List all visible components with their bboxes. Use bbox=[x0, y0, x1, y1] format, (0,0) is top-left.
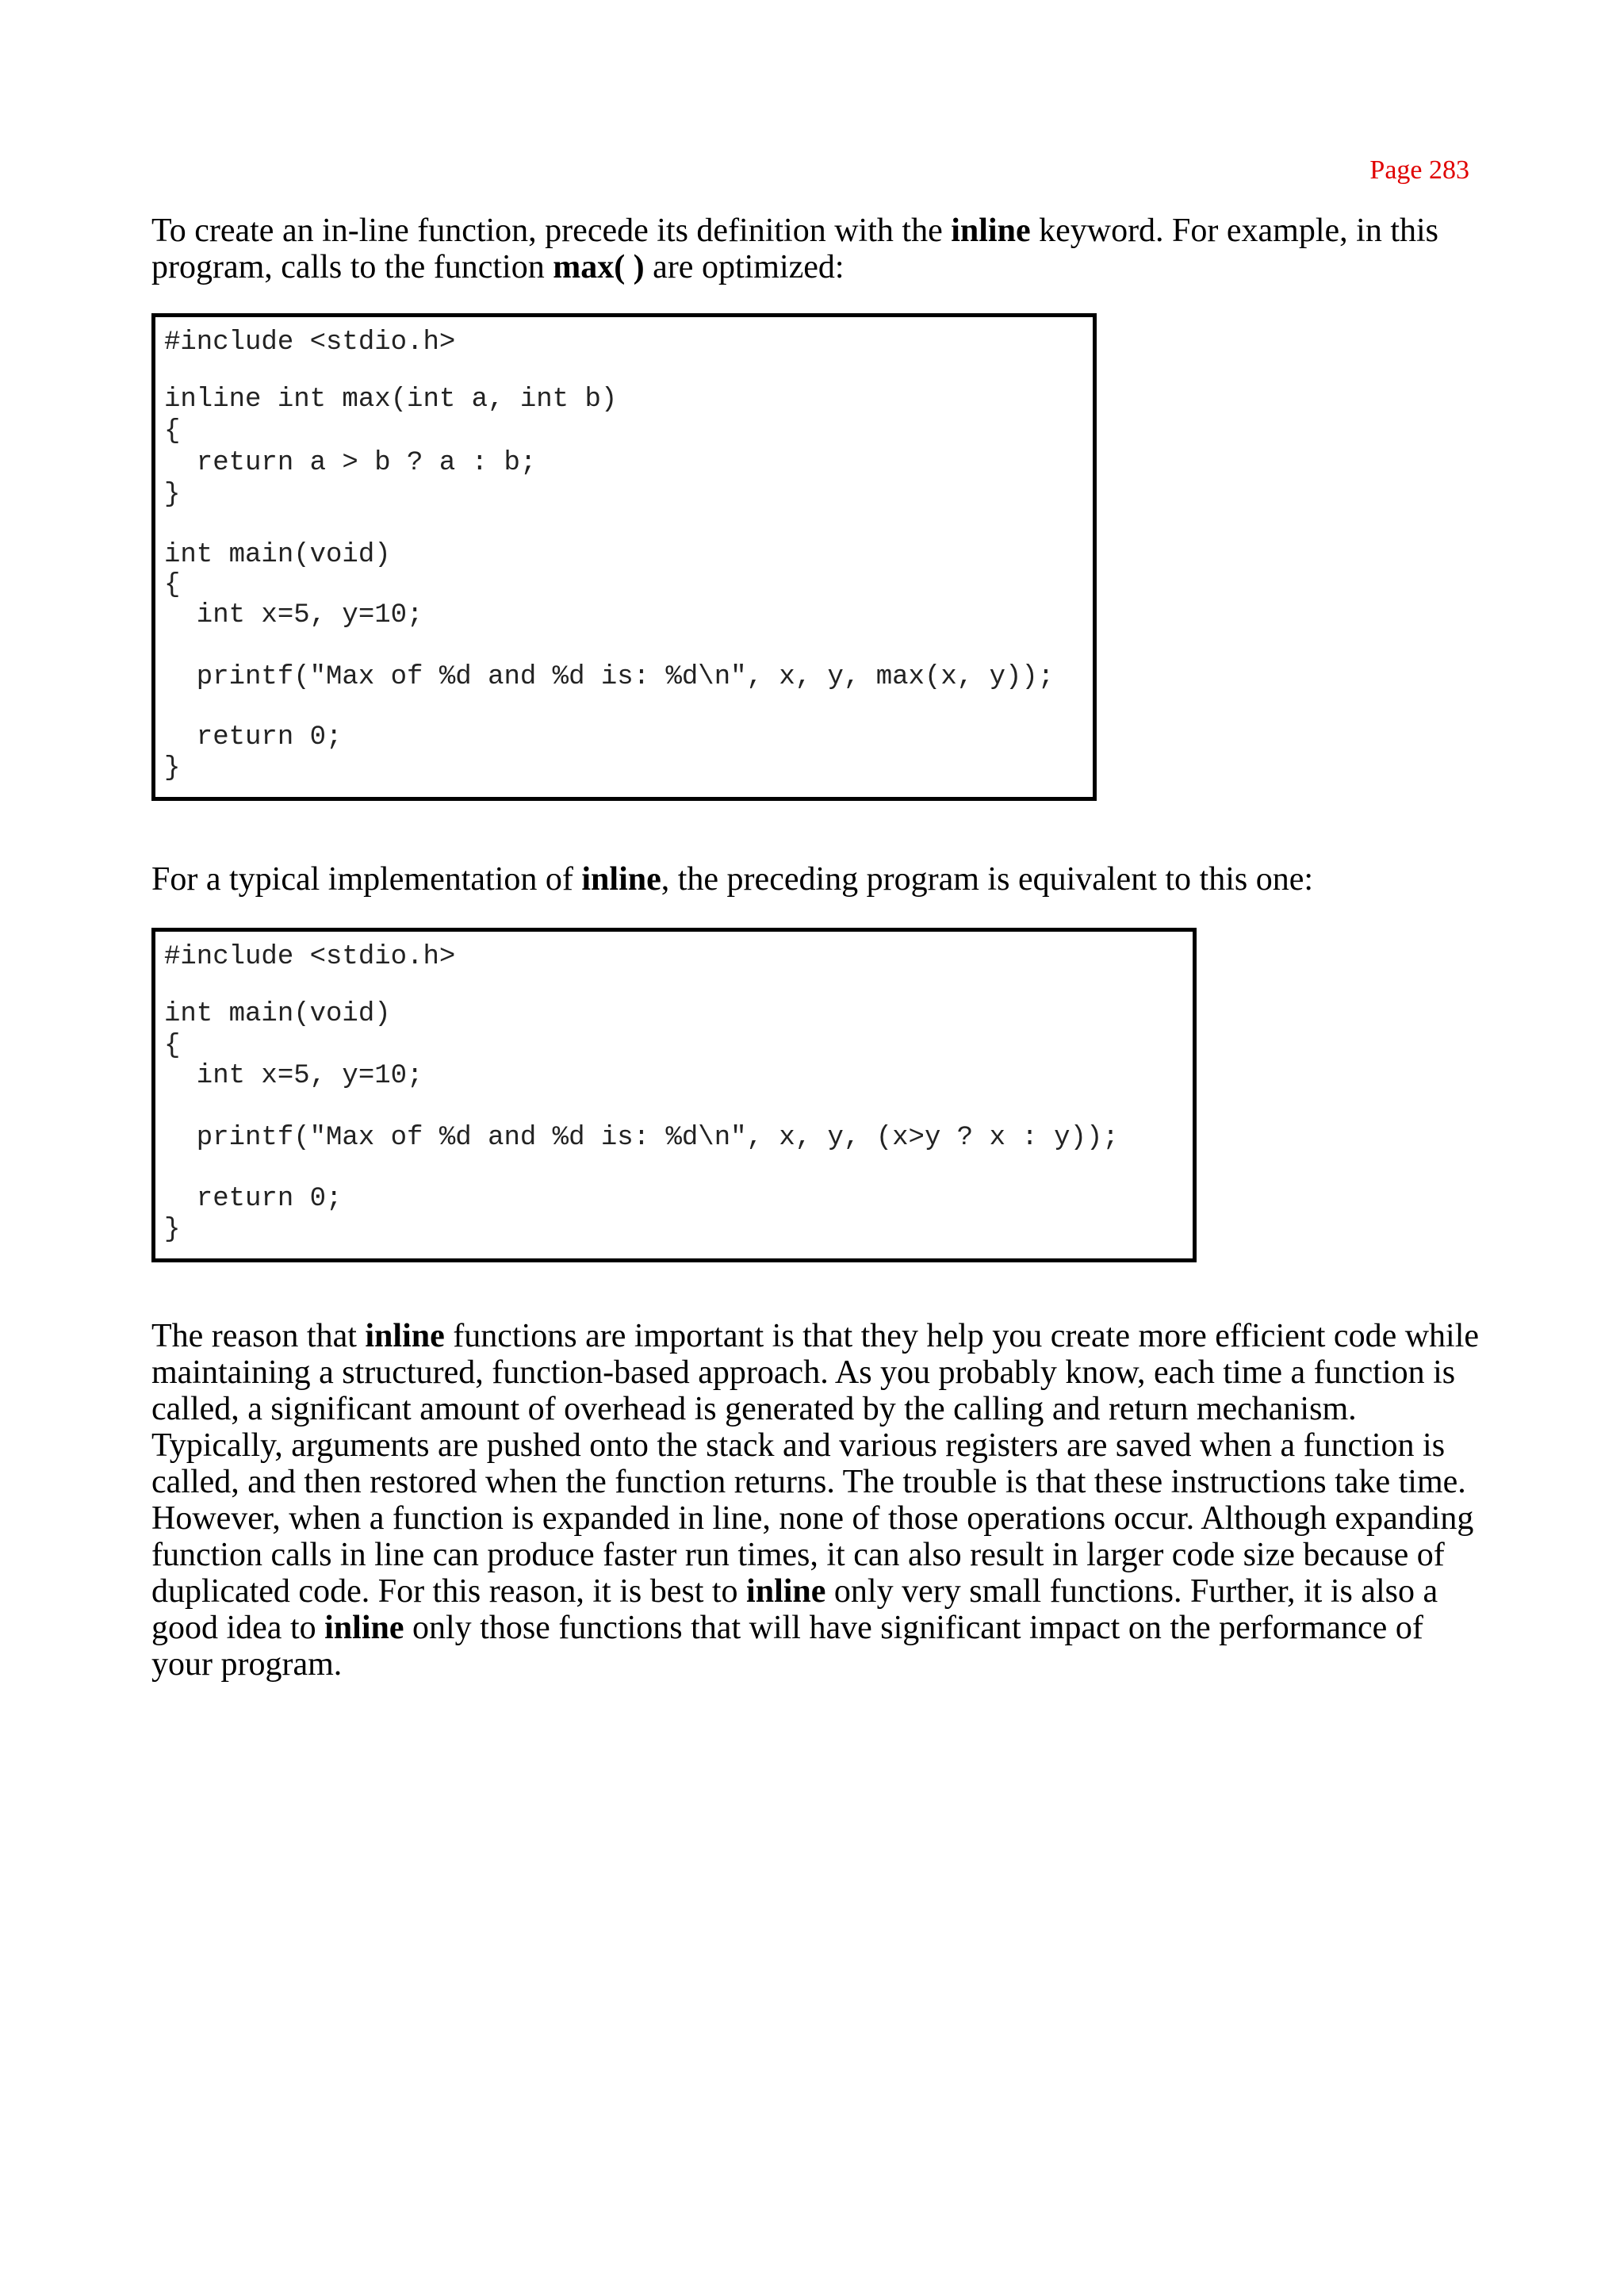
code-line: return a > b ? a : b; bbox=[164, 448, 537, 478]
closing-text-4: only those functions that will have significant impact on the performance of your program. bbox=[151, 1610, 1423, 1683]
code-line: } bbox=[164, 753, 181, 783]
closing-text-1: The reason that bbox=[151, 1318, 366, 1354]
intro-text-2: keyword. For example, in this program, calls to the function bbox=[151, 213, 1439, 285]
code-line: { bbox=[164, 416, 181, 446]
middle-keyword-inline: inline bbox=[581, 861, 661, 898]
middle-text-1: For a typical implementation of bbox=[151, 861, 582, 898]
code-line: int main(void) bbox=[164, 540, 391, 570]
code-line: } bbox=[164, 480, 181, 510]
page-number: Page 283 bbox=[1369, 155, 1469, 185]
closing-keyword-inline-1: inline bbox=[365, 1318, 445, 1354]
code-line: printf("Max of %d and %d is: %d\n", x, y, max(x, y)); bbox=[164, 662, 1055, 692]
code-line: return 0; bbox=[164, 722, 343, 753]
closing-keyword-inline-2: inline bbox=[746, 1573, 826, 1610]
code-block-inline-example bbox=[151, 313, 1097, 801]
code-line: #include <stdio.h> bbox=[164, 942, 456, 972]
intro-keyword-inline: inline bbox=[951, 213, 1031, 249]
code-line: printf("Max of %d and %d is: %d\n", x, y, (x>y ? x : y)); bbox=[164, 1123, 1119, 1153]
intro-paragraph bbox=[151, 213, 1484, 285]
code-line: #include <stdio.h> bbox=[164, 327, 456, 358]
intro-function-max: max( ) bbox=[553, 249, 645, 285]
code-line: int x=5, y=10; bbox=[164, 600, 423, 630]
middle-text-2: , the preceding program is equivalent to this one: bbox=[661, 861, 1314, 898]
code-block-expanded-example bbox=[151, 928, 1197, 1262]
code-line: { bbox=[164, 570, 181, 600]
intro-text-1: To create an in-line function, precede its definition with the bbox=[151, 213, 952, 249]
code-line: } bbox=[164, 1215, 181, 1245]
code-line: { bbox=[164, 1031, 181, 1061]
middle-paragraph bbox=[151, 861, 1484, 898]
closing-paragraph bbox=[151, 1318, 1484, 1683]
code-line: inline int max(int a, int b) bbox=[164, 385, 618, 415]
closing-text-3: only very small functions. Further, it is also a good idea to bbox=[151, 1573, 1438, 1646]
code-line: int x=5, y=10; bbox=[164, 1061, 423, 1091]
code-line: return 0; bbox=[164, 1184, 343, 1214]
intro-text-3: are optimized: bbox=[644, 249, 845, 285]
closing-text-2: functions are important is that they help you create more efficient code while maintaining a structured, function-based approach. As you probably know, each time a function is called, a significant amount of overhead is generated by the calling and return mechanism. Typically, arguments are pushed onto the stack and various registers are saved when a function is called, and then restored when the function returns. The trouble is that these instructions take time. However, when a function is expanded in line, none of those operations occur. Although expanding function calls in line can produce faster run times, it can also result in larger code size because of duplicated code. For this reason, it is best to bbox=[151, 1318, 1480, 1610]
closing-keyword-inline-3: inline bbox=[324, 1610, 404, 1646]
code-line: int main(void) bbox=[164, 999, 391, 1029]
